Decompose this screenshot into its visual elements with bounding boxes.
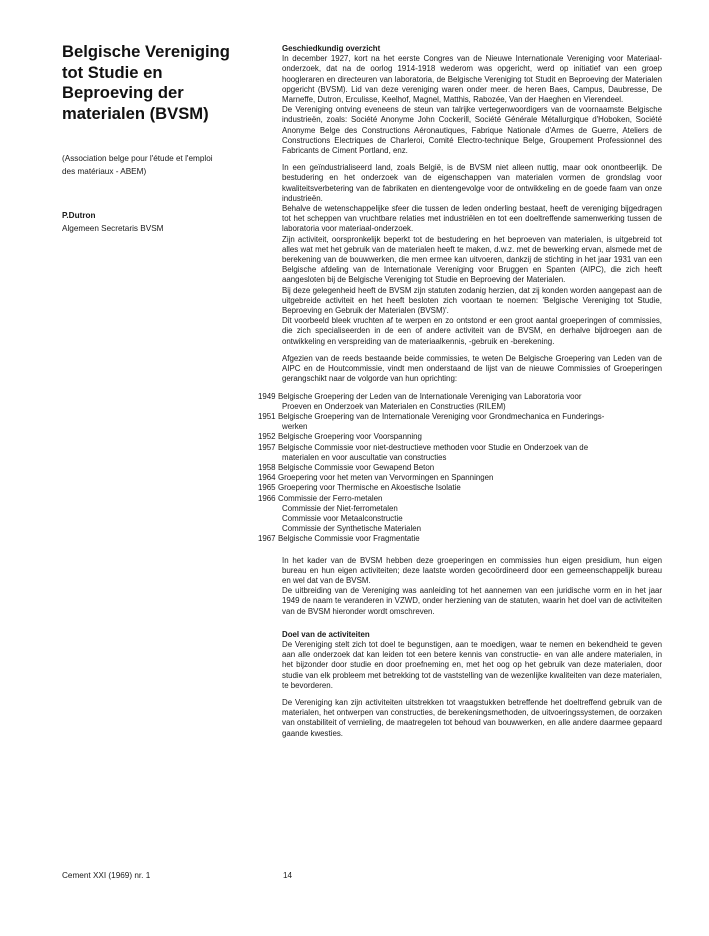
commission-year: 1966 xyxy=(258,493,276,503)
commission-name: Groepering voor Thermische en Akoestische Isolatie xyxy=(278,483,461,493)
commission-entry xyxy=(258,412,662,422)
left-column xyxy=(62,42,252,235)
paragraph: De Vereniging ontving eveneens de steun van talrijke vertegenwoordigers van de voornaamste Belgische industrieën, zoals: Société Anonyme John Cockerill, Société Générale Métallurgique d'Hoboken, Société Anonyme Belge des Constructions Aéronautiques, Fabrique Nationale d'Armes de Guerre, Ateliers de Constructions Electriques de Charleroi, Comité Electro-technique Belge, Groupement Professionnel des Fabricants de Ciment Portland, enz. xyxy=(282,105,662,156)
commission-name: Commissie der Synthetische Materialen xyxy=(282,524,422,534)
commission-year: 1967 xyxy=(258,534,276,544)
commission-name: Belgische Groepering van de Internationale Vereniging voor Grondmechanica en Funderings- xyxy=(278,411,605,421)
journal-citation: Cement XXI (1969) nr. 1 xyxy=(62,871,151,880)
paragraph: In december 1927, kort na het eerste Congres van de Nieuwe Internationale Vereniging voor Materiaal-onderzoek, dat na de oorlog 1914-1918 wederom was opgericht, werd op initiatief van een groep hoogleraren en directeuren van laboratoria, de Belgische Vereniging tot Studit en Beproeving der Materialen opgericht (BVSM). Lid van deze vereniging waren onder meer. de heren Baes, Campus, Daubresse, De Marneffe, Dutron, Erculisse, Keelhof, Magnel, Matthis, Rabozée, Van der Haeghen en Vierendeel. xyxy=(282,54,662,105)
commission-entry xyxy=(258,534,662,544)
commission-name: Belgische Commissie voor Fragmentatie xyxy=(278,534,420,544)
commission-year: 1951 xyxy=(258,411,276,421)
commission-year: 1958 xyxy=(258,462,276,472)
paragraph: In een geïndustrialiseerd land, zoals België, is de BVSM niet alleen nuttig, maar ook onontbeerlijk. De bestudering en het onderzoek van de eigenschappen van materialen vormen de grondslag voor kwaliteitsverbetering van de fabrikaten en dientengevolge voor de ontwikkeling en de goede faam van onze industrieën. xyxy=(282,163,662,203)
title-line: Belgische Vereniging xyxy=(62,42,230,61)
commission-name: Groepering voor het meten van Vervormingen en Spanningen xyxy=(278,473,494,483)
commission-year: 1949 xyxy=(258,391,276,401)
french-organization-name xyxy=(62,153,252,178)
article-body xyxy=(258,44,662,739)
author-name: P.Dutron xyxy=(62,211,96,220)
commission-year: 1952 xyxy=(258,432,276,442)
paragraph: In het kader van de BVSM hebben deze groeperingen en commissies hun eigen presidium, hun eigen bureau en hun eigen activiteiten; deze laatste worden gecoördineerd door een gemeenschappelijk bureau en wel dat van de BVSM. xyxy=(282,555,662,585)
commission-name: materialen en voor auscultatie van constructies xyxy=(282,452,447,462)
commission-entry xyxy=(258,432,662,442)
commission-name: Belgische Groepering der Leden van de Internationale Vereniging van Laboratoria voor xyxy=(278,391,582,401)
commission-name: Commissie der Ferro-metalen xyxy=(278,493,383,503)
commission-entry xyxy=(258,463,662,473)
paragraph: De Vereniging kan zijn activiteiten uitstrekken tot vraagstukken betreffende het doeltreffend gebruik van de materialen, het ontwerpen van constructies, de berekeningsmethoden, de uitvoeringssystemen, de oorzaken van onstabiliteit of vernieling, de maatregelen tot behoud van bouwwerken, en alle andere daarmee gepaard gaande kwesties. xyxy=(282,697,662,738)
commission-entry xyxy=(258,392,662,402)
commission-entry xyxy=(258,494,662,504)
commission-name: werken xyxy=(282,422,308,432)
commission-name: Belgische Commissie voor Gewapend Beton xyxy=(278,462,435,472)
commission-entry xyxy=(258,483,662,493)
commission-list xyxy=(258,392,662,545)
french-name-line: (Association belge pour l'étude et l'emploi xyxy=(62,154,213,163)
commission-entry xyxy=(258,443,662,453)
paragraph: Afgezien van de reeds bestaande beide commissies, te weten De Belgische Groepering van Leden van de AIPC en de Houtcommissie, vindt men onderstaand de lijst van de nieuwe Commissies of Groeperingen gerangschikt naar de volgorde van hun oprichting: xyxy=(282,353,662,384)
history-heading: Geschiedkundig overzicht xyxy=(282,44,381,53)
paragraph: Bij deze gelegenheid heeft de BVSM zijn statuten zodanig herzien, dat zij konden worden aangepast aan de uitgebreide activiteit en het heeft besloten zich voortaan te noemen: 'Belgische Vereniging tot Studie, Beproeving en Gebruik der Materialen (BVSM)'. xyxy=(282,285,662,316)
commission-entry xyxy=(258,473,662,483)
page-number: 14 xyxy=(283,871,293,880)
commission-name: Proeven en Onderzoek van Materialen en Constructies (RILEM) xyxy=(282,401,506,411)
commission-year: 1965 xyxy=(258,483,276,493)
title-line: materialen (BVSM) xyxy=(62,103,209,123)
french-name-line: des matériaux - ABEM) xyxy=(62,166,147,176)
commission-name: Belgische Groepering voor Voorspanning xyxy=(278,432,422,442)
commission-year: 1964 xyxy=(258,473,276,483)
goal-heading: Doel van de activiteiten xyxy=(282,629,370,639)
paragraph: Dit voorbeeld bleek vruchten af te werpen en zo ontstond er een groot aantal groeperingen of commissies, die zich specialiseerden in de een of andere activiteit van de BVSM, en derhalve bijdroegen aan de ontwikkeling en verspreiding van de materiaalkennis, -gebruik en -berekening. xyxy=(282,316,662,346)
paragraph: De Vereniging stelt zich tot doel te begunstigen, aan te moedigen, waar te nemen en bekendheid te geven aan alle onderzoek dat kan leiden tot een betere kennis van constructie- en van alle andere materialen, in het bijzonder door studie en door proefneming en, met het oog op het gebruik van deze materialen, door studie van elk probleem met betrekking tot de vaststelling van de wezenlijke kwaliteiten van deze materialen, te bevorderen. xyxy=(282,639,662,690)
title-line: tot Studie en xyxy=(62,62,163,82)
title-line: Beproeving der xyxy=(62,83,184,102)
paragraph: De uitbreiding van de Vereniging was aanleiding tot het aannemen van een juridische vorm en in het jaar 1949 de naam te veranderen in VZWD, onder herziening van de statuten, waarin het doel van de activiteiten van de BVSM hieronder wordt omschreven. xyxy=(282,586,662,616)
paragraph: Zijn activiteit, oorspronkelijk beperkt tot de bestudering en het beproeven van materialen, is uitgebreid tot alles wat met het gebruik van de materialen heeft te maken, d.w.z. met de bewerking ervan, alsmede met de berekening van de bouwwerken, die men ermee kan uitvoeren, dankzij de stichting in het jaar 1931 van een Belgische afdeling van de Internationale Vereniging voor Bruggen en Spanten (AIPC), die zich heeft aangesloten bij de Belgische Vereniging tot Studie en Beproeving der Materialen. xyxy=(282,234,662,285)
commission-name: Commissie der Niet-ferrometalen xyxy=(282,503,398,513)
author-role: Algemeen Secretaris BVSM xyxy=(62,223,164,233)
author-block xyxy=(62,210,252,235)
article-title xyxy=(62,42,252,124)
commission-name: Commissie voor Metaalconstructie xyxy=(282,513,403,523)
paragraph: Behalve de wetenschappelijke sfeer die tussen de leden onderling bestaat, heeft de vereniging bijgedragen tot het scheppen van vruchtbare relaties met industriëlen en tot een doeltreffende samenwerking tussen de laboratoria voor materiaal-onderzoek. xyxy=(282,204,662,234)
commission-year: 1957 xyxy=(258,442,276,452)
commission-name: Belgische Commissie voor niet-destructieve methoden voor Studie en Onderzoek van de xyxy=(278,442,589,452)
